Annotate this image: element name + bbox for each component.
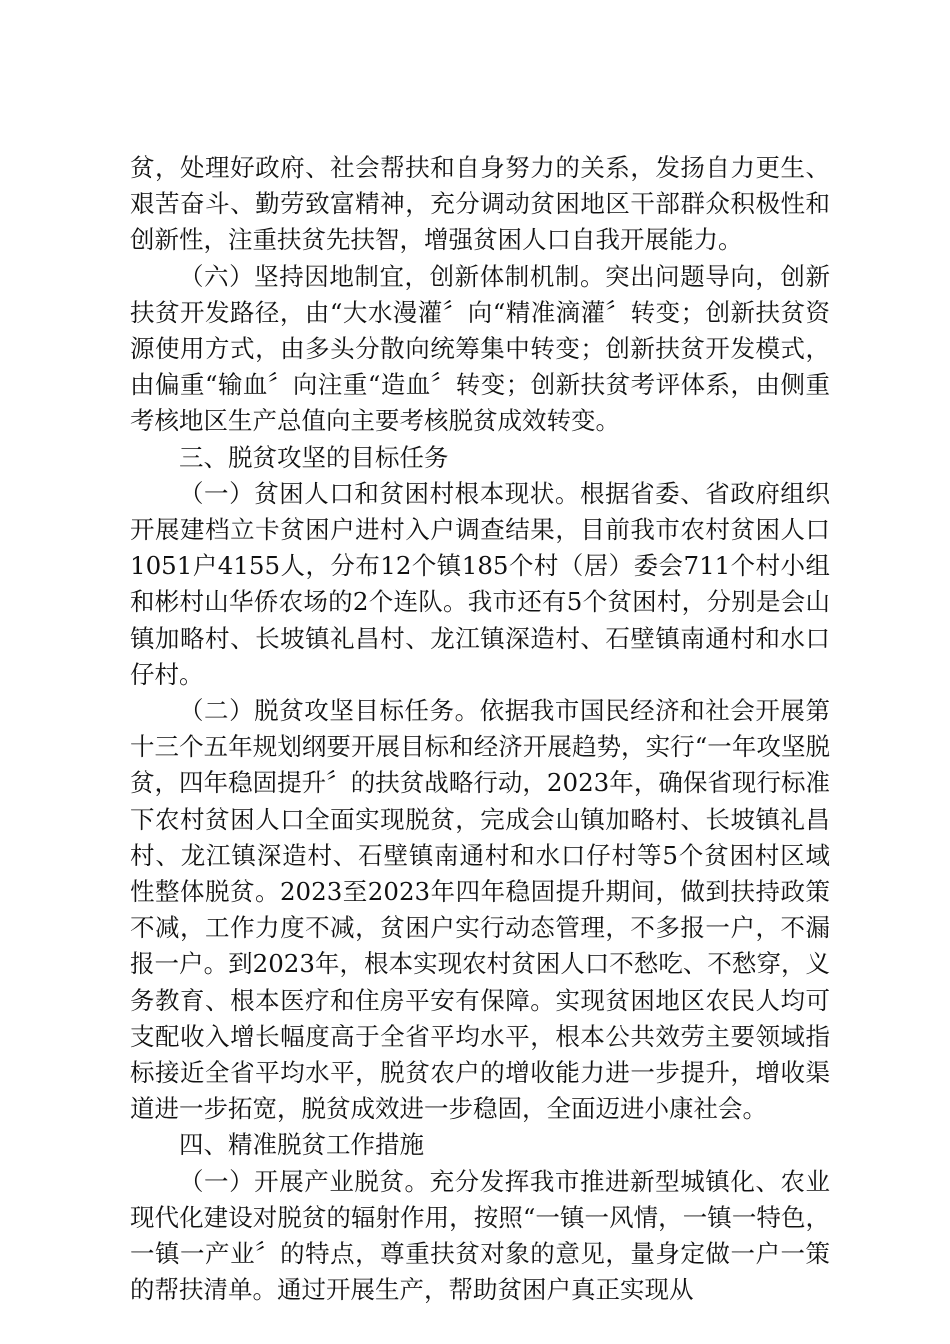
paragraph-targets: （二）脱贫攻坚目标任务。依据我市国民经济和社会开展第十三个五年规划纲要开展目标和经济开展趋势，实行“一年攻坚脱贫，四年稳固提升〞的扶贫战略行动，2023年，确保省现行标准下农村贫困人口全面实现脱贫，完成会山镇加略村、长坡镇礼昌村、龙江镇深造村、石壁镇南通村和水口仔村等5个贫困村区域性整体脱贫。2023至2023年四年稳固提升期间，做到扶持政策不减，工作力度不减，贫困户实行动态管理，不多报一户，不漏报一户。到2023年，根本实现农村贫困人口不愁吃、不愁穿，义务教育、根本医疗和住房平安有保障。实现贫困地区农民人均可支配收入增长幅度高于全省平均水平，根本公共效劳主要领域指标接近全省平均水平，脱贫农户的增收能力进一步提升，增收渠道进一步拓宽，脱贫成效进一步稳固，全面迈进小康社会。	[130, 696, 830, 1124]
paragraph-current-status: （一）贫困人口和贫困村根本现状。根据省委、省政府组织开展建档立卡贫困户进村入户调查结果，目前我市农村贫困人口1051户4155人，分布12个镇185个村（居）委会711个村小组和彬村山华侨农场的2个连队。我市还有5个贫困村，分别是会山镇加略村、长坡镇礼昌村、龙江镇深造村、石壁镇南通村和水口仔村。	[130, 478, 830, 689]
paragraph-principle-six: （六）坚持因地制宜，创新体制机制。突出问题导向，创新扶贫开发路径，由“大水漫灌〞向“精准滴灌〞转变；创新扶贫资源使用方式，由多头分散向统筹集中转变；创新扶贫开发模式，由偏重“输血〞向注重“造血〞转变；创新扶贫考评体系，由侧重考核地区生产总值向主要考核脱贫成效转变。	[130, 261, 830, 436]
paragraph-continuation: 贫，处理好政府、社会帮扶和自身努力的关系，发扬自力更生、艰苦奋斗、勤劳致富精神，充分调动贫困地区干部群众积极性和创新性，注重扶贫先扶智，增强贫困人口自我开展能力。	[130, 153, 830, 255]
section-heading-three: 三、脱贫攻坚的目标任务	[179, 442, 449, 472]
paragraph-industry-poverty-relief: （一）开展产业脱贫。充分发挥我市推进新型城镇化、农业现代化建设对脱贫的辐射作用，按照“一镇一风情，一镇一特色，一镇一产业〞的特点，尊重扶贫对象的意见，量身定做一户一策的帮扶清单。通过开展生产，帮助贫困户真正实现从	[130, 1166, 830, 1305]
section-heading-four: 四、精准脱贫工作措施	[179, 1130, 424, 1160]
document-body	[130, 150, 830, 1309]
